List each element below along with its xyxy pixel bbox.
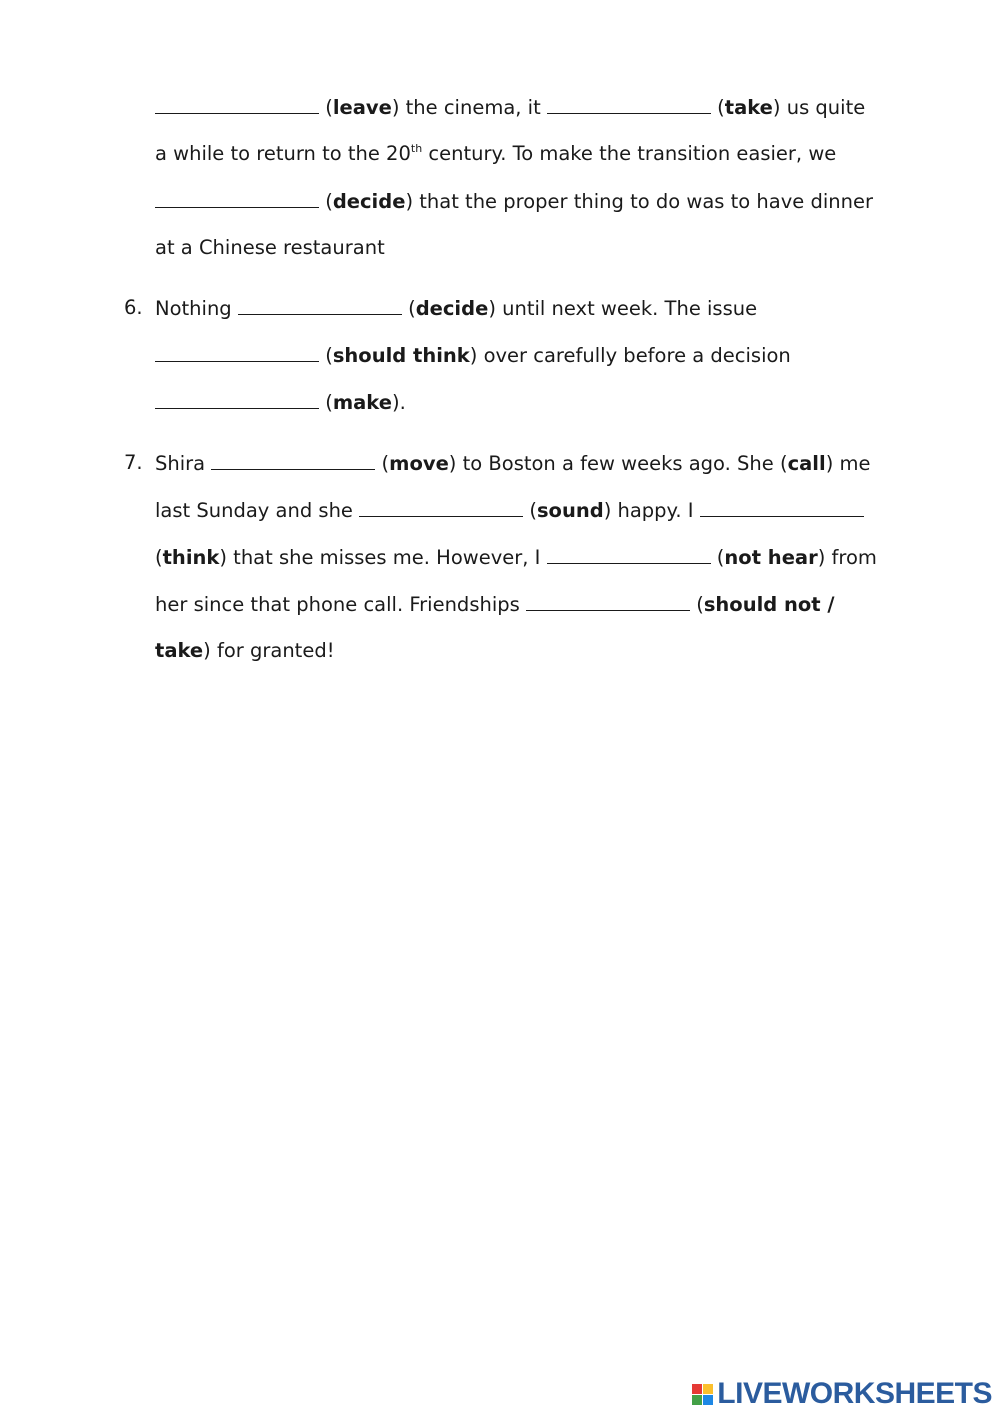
verb-cue: should think <box>332 344 470 367</box>
verb-cue: sound <box>536 499 604 522</box>
item6-line-1: Nothing (decide) until next week. The issue <box>155 297 758 320</box>
brand-name: LIVEWORKSHEETS <box>717 1377 992 1410</box>
item7-line-1: Shira (move) to Boston a few weeks ago. She (call) me <box>155 452 871 475</box>
verb-cue: take <box>155 639 204 662</box>
answer-blank[interactable] <box>155 343 319 362</box>
liveworksheets-logo <box>692 1379 992 1409</box>
verb-cue: call <box>787 452 826 475</box>
logo-cube-icon <box>692 1384 713 1405</box>
verb-cue: not hear <box>724 546 818 569</box>
verb-cue: take <box>724 96 773 119</box>
verb-cue: move <box>389 452 449 475</box>
item6-line-3: (make). <box>155 390 406 415</box>
item7-line-4: her since that phone call. Friendships (should not / <box>155 593 835 616</box>
answer-blank[interactable] <box>155 189 319 208</box>
para5-line-3: (decide) that the proper thing to do was to have dinner <box>155 189 873 214</box>
verb-cue: should not / <box>703 593 835 616</box>
answer-blank[interactable] <box>155 95 319 114</box>
answer-blank[interactable] <box>547 95 711 114</box>
answer-blank[interactable] <box>700 498 864 517</box>
answer-blank[interactable] <box>155 390 319 409</box>
verb-cue: think <box>162 546 220 569</box>
answer-blank[interactable] <box>547 545 711 564</box>
verb-cue: leave <box>332 96 392 119</box>
item-number: 7. <box>124 451 143 474</box>
para5-line-1: (leave) the cinema, it (take) us quite <box>155 95 865 120</box>
verb-cue: make <box>332 391 392 414</box>
answer-blank[interactable] <box>211 451 375 470</box>
item-number: 6. <box>124 296 143 319</box>
answer-blank[interactable] <box>238 296 402 315</box>
item7-line-3: (think) that she misses me. However, I (not hear) from <box>155 546 877 569</box>
item7-line-2: last Sunday and she (sound) happy. I <box>155 498 864 523</box>
item6-line-2: (should think) over carefully before a decision <box>155 343 791 368</box>
answer-blank[interactable] <box>359 498 523 517</box>
para5-line-2: a while to return to the 20th century. To make the transition easier, we <box>155 142 837 165</box>
verb-cue: decide <box>332 190 406 213</box>
verb-cue: decide <box>415 297 489 320</box>
answer-blank[interactable] <box>526 592 690 611</box>
para5-line-4: at a Chinese restaurant <box>155 236 385 259</box>
item7-line-5: take) for granted! <box>155 639 335 662</box>
